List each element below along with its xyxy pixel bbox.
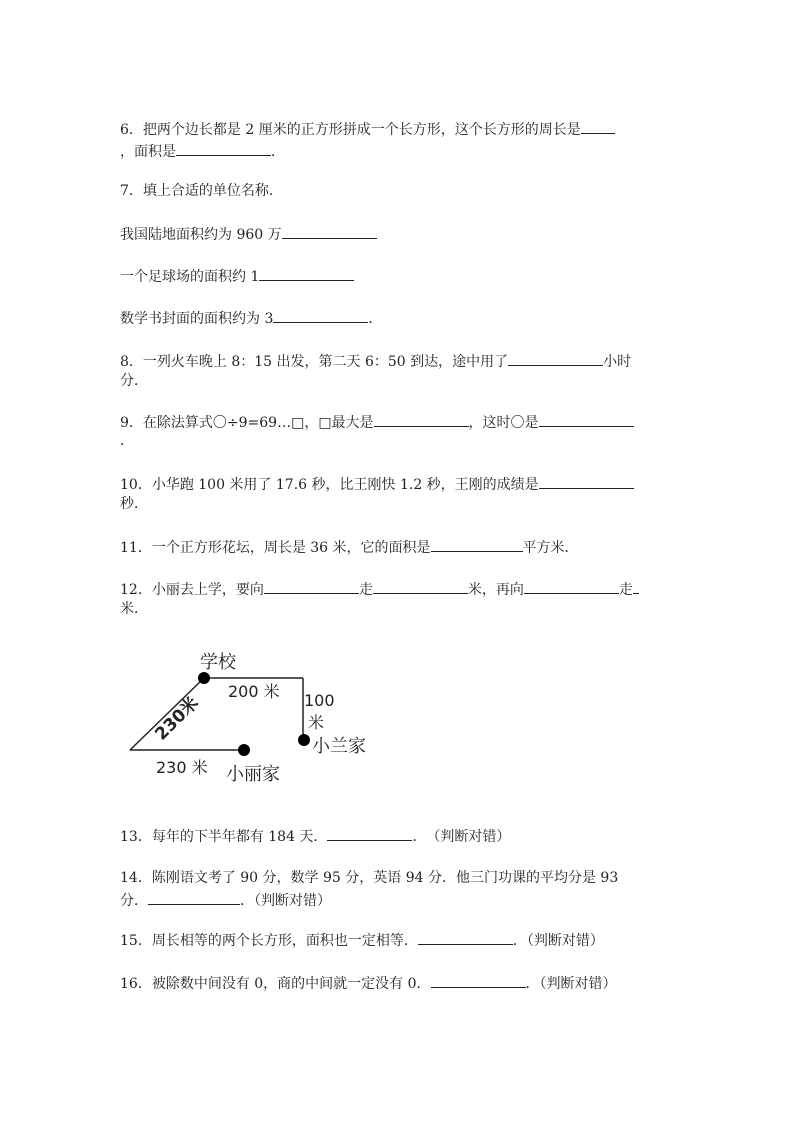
question-8-line-1: 8．一列火车晚上 8：15 出发，第二天 6：50 到达，途中用了 小时 — [120, 351, 631, 371]
question-7-b: 一个足球场的面积约 1 — [120, 266, 354, 286]
question-10-line-2: 秒． — [120, 496, 148, 512]
distance-bottom-label: 230 米 — [156, 758, 208, 777]
answer-blank[interactable] — [431, 537, 523, 552]
question-14-line-2: 分． ．（判断对错） — [120, 890, 331, 910]
school-label: 学校 — [200, 652, 236, 673]
lili-home-label: 小丽家 — [226, 764, 280, 785]
school-point — [198, 672, 210, 684]
answer-blank[interactable] — [273, 308, 368, 323]
question-8-line-2: 分． — [120, 373, 148, 389]
distance-top-label: 200 米 — [228, 682, 280, 701]
question-9-line-2: ． — [120, 433, 134, 449]
answer-blank[interactable] — [418, 930, 513, 945]
answer-blank[interactable] — [508, 351, 603, 366]
answer-blank[interactable] — [327, 826, 412, 841]
answer-blank[interactable] — [282, 224, 377, 239]
question-15: 15．周长相等的两个长方形，面积也一定相等． ．（判断对错） — [120, 930, 604, 950]
question-13: 13．每年的下半年都有 184 天． ． （判断对错） — [120, 826, 510, 846]
answer-blank[interactable] — [373, 579, 468, 594]
answer-blank[interactable] — [524, 579, 619, 594]
question-6-line-1: 6．把两个边长都是 2 厘米的正方形拼成一个长方形，这个长方形的周长是 — [120, 119, 615, 139]
route-map-diagram — [120, 640, 420, 790]
question-12-line-1: 12．小丽去上学，要向 走 米，再向 走 — [120, 579, 639, 599]
distance-diagonal-label: 230米 — [151, 693, 203, 745]
question-16: 16．被除数中间没有 0，商的中间就一定没有 0． ．（判断对错） — [120, 973, 617, 993]
answer-blank[interactable] — [431, 973, 526, 988]
question-14-line-1: 14．陈刚语文考了 90 分，数学 95 分，英语 94 分．他三门功课的平均分是 93 — [120, 870, 619, 886]
question-10-line-1: 10．小华跑 100 米用了 17.6 秒，比王刚快 1.2 秒，王刚的成绩是 — [120, 474, 634, 494]
answer-blank[interactable] — [148, 890, 240, 905]
lilan-home-label: 小兰家 — [312, 736, 366, 757]
answer-blank[interactable] — [539, 474, 634, 489]
answer-blank[interactable] — [581, 119, 615, 134]
lilan-home-point — [298, 734, 310, 746]
answer-blank[interactable] — [264, 579, 359, 594]
question-7-c: 数学书封面的面积约为 3 ． — [120, 308, 382, 328]
question-7-stem: 7．填上合适的单位名称． — [120, 183, 283, 199]
answer-blank[interactable] — [259, 266, 354, 281]
distance-right-unit: 米 — [308, 713, 325, 732]
question-6-line-2: ，面积是 ． — [120, 141, 285, 161]
question-12-line-2: 米． — [120, 601, 148, 617]
question-11: 11．一个正方形花坛，周长是 36 米，它的面积是 平方米． — [120, 537, 579, 557]
answer-blank[interactable] — [176, 141, 271, 156]
distance-right-number: 100 — [304, 691, 335, 710]
answer-blank[interactable] — [633, 579, 639, 594]
question-9-line-1: 9．在除法算式〇÷9=69…□，□最大是 ，这时〇是 — [120, 412, 634, 432]
question-7-a: 我国陆地面积约为 960 万 — [120, 224, 377, 244]
answer-blank[interactable] — [539, 412, 634, 427]
lili-home-point — [238, 744, 250, 756]
answer-blank[interactable] — [374, 412, 469, 427]
